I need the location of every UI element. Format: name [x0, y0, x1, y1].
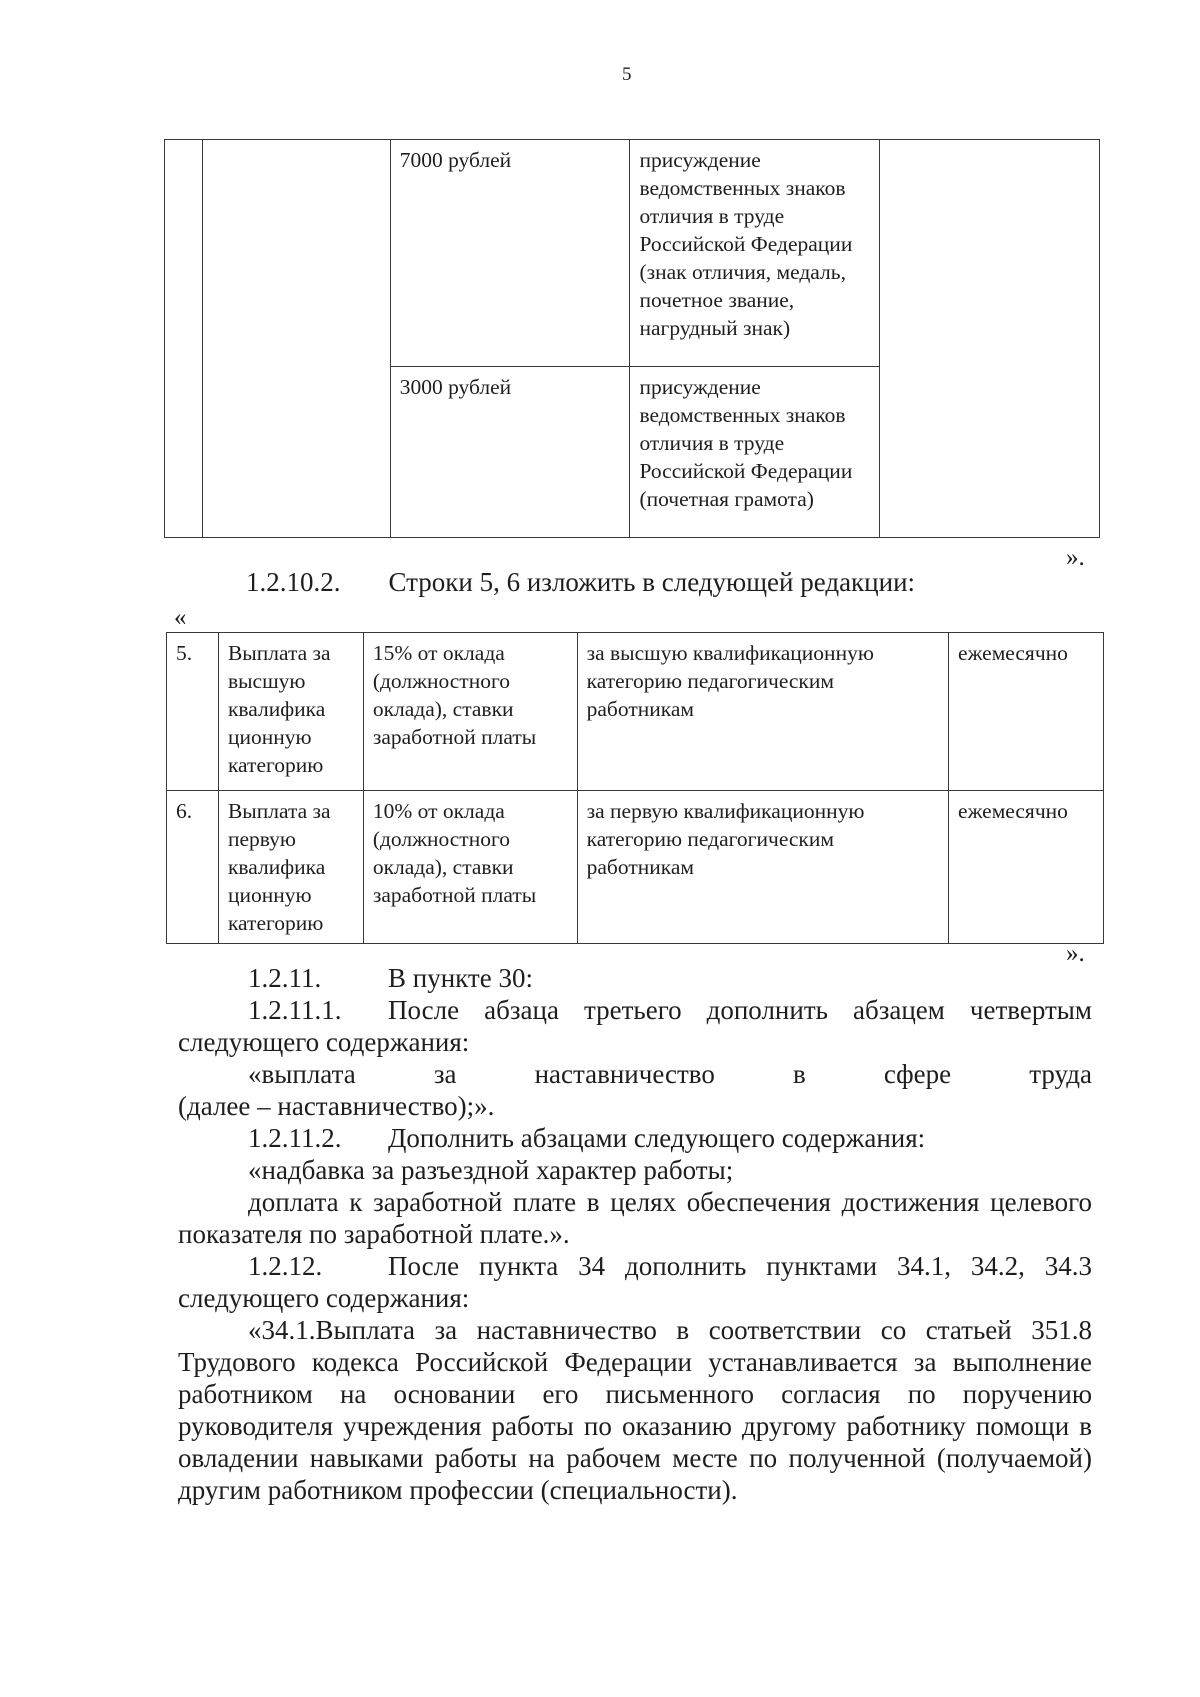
payments-table [166, 632, 1104, 944]
closing-quote: ». [1066, 544, 1085, 571]
table-cell [880, 140, 1100, 538]
paragraph-text: После пункта 34 дополнить пунктами 34.1, 34.2, 34.3 следующего содержания: [178, 1251, 1092, 1313]
award-basis-cell: присуждение ведомственных знаков отличия в труде Российской Федерации (знак отличия, медаль, почетное звание, нагрудный знак) [630, 140, 880, 367]
paragraph-number: 1.2.11.2. [248, 1123, 342, 1153]
paragraph-number: 1.2.11. [248, 963, 322, 993]
paragraph-number: 1.2.11.1. [248, 995, 342, 1025]
payment-amount-cell: 10% от оклада (должностного оклада), ставки заработной платы [363, 791, 577, 944]
paragraph [178, 962, 1092, 994]
table-row [167, 791, 1104, 944]
awards-table [164, 139, 1100, 538]
paragraph: «надбавка за разъездной характер работы; [248, 1155, 734, 1185]
payment-frequency-cell: ежемесячно [949, 791, 1104, 944]
paragraph: «выплата за наставничество в сфере труда [248, 1059, 1092, 1089]
paragraph-text: В пункте 30: [388, 963, 533, 993]
section-heading [246, 567, 915, 598]
section-number: 1.2.10.2. [246, 567, 341, 597]
table-row [165, 140, 1100, 367]
award-basis-cell: присуждение ведомственных знаков отличия в труде Российской Федерации (почетная грамота) [630, 367, 880, 538]
award-amount-cell: 3000 рублей [390, 367, 630, 538]
award-amount-cell: 7000 рублей [390, 140, 630, 367]
page-number: 5 [622, 64, 632, 85]
payment-frequency-cell: ежемесячно [949, 633, 1104, 791]
row-number-cell: 6. [167, 791, 219, 944]
payment-name-cell: Выплата за высшую квалифика ционную категорию [218, 633, 363, 791]
paragraph: «34.1.Выплата за наставничество в соответствии со статьей 351.8 Трудового кодекса Российской Федерации устанавливается за выполнение работником на основании его письменного согласия по поручению руководителя учреждения работы по оказанию другому работнику помощи в овладении навыками работы на рабочем месте по полученной (получаемой) другим работником профессии (специальности). [178, 1315, 1092, 1505]
table-row [167, 633, 1104, 791]
section-text: Строки 5, 6 изложить в следующей редакции: [388, 567, 916, 597]
opening-quote: « [174, 604, 187, 631]
paragraph-number: 1.2.12. [248, 1251, 323, 1281]
payment-name-cell: Выплата за первую квалифика ционную категорию [218, 791, 363, 944]
payment-amount-cell: 15% от оклада (должностного оклада), ставки заработной платы [363, 633, 577, 791]
payment-condition-cell: за высшую квалификационную категорию педагогическим работникам [577, 633, 948, 791]
paragraph: доплата к заработной плате в целях обеспечения достижения целевого показателя по заработной плате.». [178, 1187, 1092, 1249]
paragraph-text: После абзаца третьего дополнить абзацем четвертым следующего содержания: [178, 995, 1092, 1057]
paragraph-text: Дополнить абзацами следующего содержания: [388, 1123, 926, 1153]
row-number-cell: 5. [167, 633, 219, 791]
paragraph: (далее – наставничество);». [178, 1091, 495, 1121]
body-text [178, 962, 1092, 1506]
table-cell [165, 140, 203, 538]
paragraph [178, 1250, 1092, 1314]
table-cell [202, 140, 390, 538]
closing-quote: ». [1066, 940, 1085, 967]
paragraph [178, 1122, 1092, 1154]
paragraph [178, 994, 1092, 1058]
payment-condition-cell: за первую квалификационную категорию педагогическим работникам [577, 791, 948, 944]
